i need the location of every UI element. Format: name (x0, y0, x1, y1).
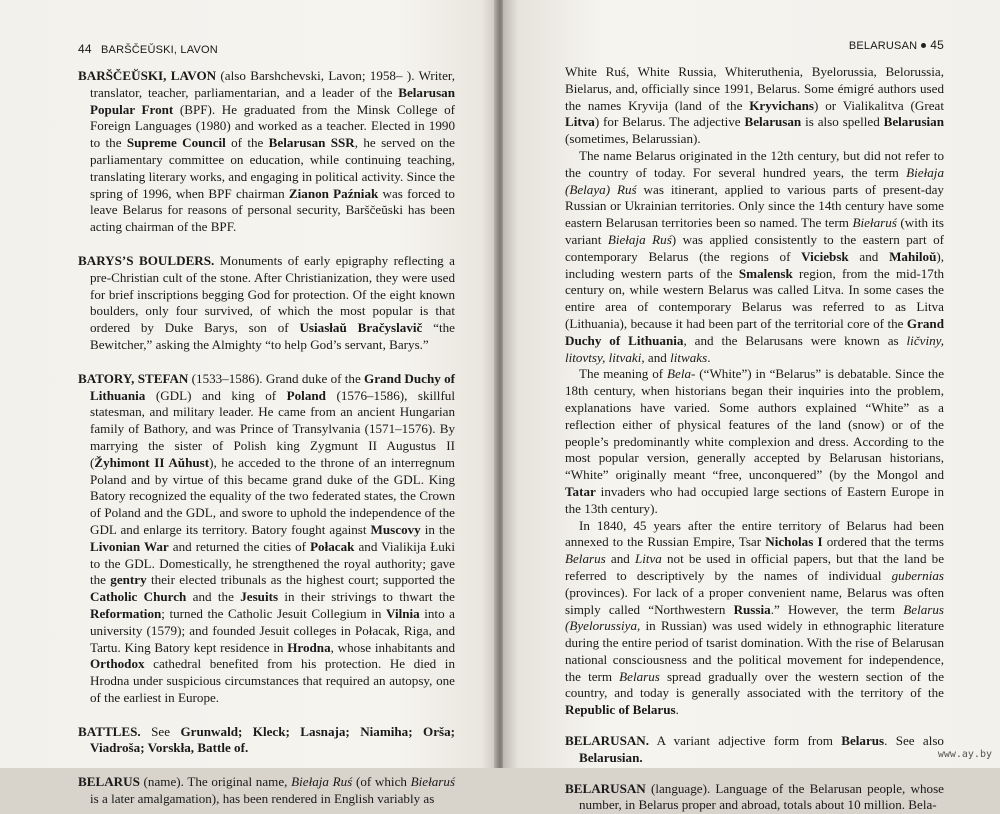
italic-term: litwaks (670, 349, 708, 365)
bold-term: Belarusian (883, 114, 945, 130)
text-run: ) or Vialikalitva (Great (814, 97, 944, 113)
entry-battles (78, 724, 455, 758)
text-run: cathedral benefited from his protection. He died in Hrodna under suspicious circumstances that required an autopsy, one of the earliest in Europe. (90, 656, 455, 705)
bold-term: Mahiloŭ (889, 248, 937, 264)
text-run: (language). Language of the Belarusan people, whose number, in Belarus proper and abroad, totals about 10 million. Bela- (579, 780, 944, 813)
bold-term: BELARUS (78, 774, 140, 790)
text-run: ; turned the Catholic Jesuit Collegium in (161, 605, 386, 621)
paragraph-belarus-1840 (565, 518, 944, 720)
text-run: A variant adjective form from (649, 733, 842, 749)
text-run: The meaning of (579, 366, 668, 382)
text-run: ), he acceded to the throne of an interregnum Poland and by virtue of this became grand duke of the GDL. King Batory recognized the equality of the two federated states, the Crown of Poland and the GDL, and swore to uphold the independence of the GDL and enlarge its territory. Batory fought against (90, 454, 455, 537)
text-run: (with its variant (565, 215, 944, 247)
text-run: and Vialikija Łuki to the GDL. Domestically, he strengthened the royal authority; gave the (90, 538, 455, 588)
text-run: and the (186, 589, 241, 605)
bold-term: Belarus (841, 733, 885, 749)
text-run: spread gradually over the western section of the country, and today is generally associated with the territory of the (565, 668, 945, 701)
text-run: , and the Belarusans were known as (683, 332, 907, 348)
text-run: (BPF). He graduated from the Minsk College of Foreign Languages (1980) and worked as a teacher. Elected in 1990 to the (90, 101, 456, 151)
bold-term: Catholic Church (90, 589, 187, 605)
entry-belarus-name (78, 774, 455, 808)
text-run: ordered that the terms (822, 534, 944, 550)
italic-term: Biełaja Ruś (291, 774, 353, 790)
bold-term: Vilnia (385, 605, 420, 621)
text-run: The name Belarus originated in the 12th century, but did not refer to the country of today. For several hundred years, the term (565, 147, 944, 180)
bold-term: Grand Duchy of Lithuania (90, 370, 455, 403)
italic-term: Biełaruś (410, 774, 455, 790)
text-run: ) for Belarus. The adjective (594, 114, 745, 130)
text-run: (also Barshchevski, Lavon; 1958– ). Writer, translator, teacher, parliamentarian, and a leader of the (90, 68, 455, 100)
text-run: and returned the cities of (168, 538, 311, 554)
italic-term: Biełaja Ruś (607, 231, 672, 247)
text-run: of the (225, 135, 269, 151)
bold-term: Reformation (90, 605, 162, 621)
bold-term: BELARUSAN (565, 780, 646, 796)
text-run: (provinces). For lack of a proper convenient name, Belarus was often simply called “Northwestern (565, 584, 944, 617)
text-run: , in Russian) was used widely in ethnographic literature during the entire period of tsarist domination. With the rise of Belarusan national consciousness and the political movement for independence, the term (565, 618, 944, 684)
bold-term: Belarusan (744, 114, 802, 130)
italic-term: ličviny, litovtsy, litvaki, (565, 332, 944, 365)
text-run: (“White”) in “Belarus” is debatable. Since the 18th century, when historians began their inquiries into the problem, explanations have varied. Some authors explained “White” as a reflection either of physical features of the land (snow) or of the people’s predominantly white complexion and dress. According to the most popular version, generally accepted by Belarusan historians, “White” originally meant “free, unconquered” (by the Mongol and (565, 366, 945, 483)
left-running-head-title: BARŠČEŬSKI, LAVON (101, 44, 218, 56)
text-run: , whose inhabitants and (330, 639, 455, 655)
bold-term: Russia (733, 601, 771, 617)
bold-term: Jesuits (240, 589, 279, 605)
text-run: is also spelled (801, 114, 884, 130)
italic-term: Belarus (565, 551, 606, 567)
right-body (565, 64, 944, 814)
text-run: and (644, 349, 671, 365)
italic-term: Belarus (619, 668, 660, 684)
bold-term: Zianon Paźniak (288, 185, 379, 201)
text-run: and (848, 248, 890, 264)
right-page (503, 0, 1000, 813)
bold-term: Połacak (310, 538, 355, 554)
italic-term: Belarus (Byelorussiya (565, 601, 944, 634)
text-run: is a later amalgamation), has been rendered in English variably as (90, 791, 435, 807)
paragraph-belarus-meaning (565, 366, 944, 517)
text-run: In 1840, 45 years after the entire territory of Belarus had been annexed to the Russian Empire, Tsar (565, 517, 944, 550)
entry-batory-stefan (78, 371, 455, 707)
entry-barys-boulders (78, 253, 455, 354)
text-run: into a university (1579); and founded Jesuit colleges in Połacak, Riga, and Tartu. King Batory kept residence in (90, 605, 455, 655)
text-run: ), including western parts of the (565, 248, 945, 281)
paragraph-belarus-continued (565, 64, 944, 148)
italic-term: Biełaja (Belaya) Ruś (565, 164, 944, 197)
bullet-icon (921, 43, 926, 48)
text-run: (name). The original name, (139, 774, 292, 790)
left-running-head (78, 42, 455, 56)
left-page (0, 0, 497, 807)
italic-term: Litva (634, 551, 662, 567)
watermark: www.ay.by (937, 749, 992, 760)
entry-belarusan-adjective (565, 733, 944, 767)
text-run: in the (420, 521, 455, 537)
text-run: region, from the mid-17th century on, while western Belarus was called Litva. In some cases the entire area of contemporary Belarus was referred to as Litva (Lithuania), because it had been part of the territorial core of the (565, 265, 945, 331)
bold-term: Supreme Council (126, 135, 226, 151)
bold-term: Nicholas I (765, 534, 823, 550)
text-run: not be used in official papers, but that the land be referred to descriptively by the names of individual (565, 551, 945, 583)
italic-term: Bela- (667, 366, 696, 382)
text-run: , he served on the parliamentary committee on education, while continuing teaching, translating literary works, and engaging in political activity. Since the spring of 1996, when BPF chairman (90, 135, 455, 201)
text-run: See (140, 723, 181, 739)
italic-term: gubernias (891, 567, 944, 583)
bold-term: Belarusan Popular Front (90, 84, 455, 117)
text-run: . See also (884, 733, 944, 749)
text-run: was itinerant, applied to various parts of present-day Russian or Ukrainian territories. Only since the 14th century have some eastern Belarusan territories been so named. The term (565, 181, 944, 231)
bold-term: Muscovy (370, 521, 421, 537)
text-run: . (675, 702, 679, 718)
text-run: and (605, 551, 635, 567)
bold-term: Usiasłaŭ Bračyslavič (299, 320, 423, 336)
bold-term: Žyhimont II Aŭhust (94, 454, 210, 470)
bold-term: BATTLES. (78, 723, 141, 739)
text-run: (of which (352, 774, 411, 790)
bold-term: Litva (565, 114, 595, 130)
text-run: (1533–1586). Grand duke of the (188, 370, 365, 386)
text-run: .” However, the term (770, 601, 904, 617)
bold-term: Livonian War (90, 538, 169, 554)
text-run: (1576–1586), skillful statesman, and military leader. He came from an ancient Hungarian family of Bathory, and was Prince of Transylvania (1571–1576). By marrying the sister of Polish king Zygmunt II Augustus II ( (90, 387, 455, 470)
text-run: invaders who had occupied large sections of Eastern Europe in the 13th century). (565, 483, 944, 516)
text-run: . (707, 349, 711, 365)
bold-term: gentry (110, 572, 147, 588)
right-page-number: 45 (930, 38, 944, 52)
entry-barsceuski (78, 68, 455, 236)
paragraph-belarus-origin (565, 148, 944, 366)
text-run: “the Bewitcher,” asking the Almighty “to help God’s servant, Barys.” (90, 320, 455, 352)
left-entries (78, 68, 455, 808)
text-run: ) was applied consistently to the eastern part of contemporary Belarus (the regions of (565, 231, 944, 264)
bold-term: Grunwald; Kleck; Lasnaja; Niamiha; Orša; Viadroša; Vorskła, Battle of. (90, 723, 456, 756)
text-run: in their strivings to thwart the (278, 589, 455, 605)
bold-term: Orthodox (90, 656, 145, 672)
bold-term: Kryvichans (749, 97, 814, 113)
italic-term: Biełaruś (852, 215, 897, 231)
bold-term: Hrodna (287, 639, 331, 655)
bold-term: Belarusian. (579, 749, 643, 765)
text-run: (GDL) and king of (145, 387, 287, 403)
bold-term: Poland (286, 387, 326, 403)
bold-term: Tatar (565, 483, 596, 499)
bold-term: BARŠČEŬSKI, LAVON (78, 68, 217, 83)
right-running-head (565, 38, 944, 52)
bold-term: Viciebsk (801, 248, 849, 264)
bold-term: Grand Duchy of Lithuania (565, 315, 944, 348)
text-run: their elected tribunals as the highest court; supported the (146, 572, 455, 588)
right-running-head-title: BELARUSAN (848, 40, 918, 52)
text-run: was forced to leave Belarus for reasons of personal security, Barščeŭski has been acting chairman of the BPF. (90, 185, 455, 235)
bold-term: BARYS’S BOULDERS. (78, 252, 215, 268)
left-page-number: 44 (78, 42, 92, 56)
entry-belarusan-language (565, 781, 944, 814)
bold-term: Republic of Belarus (565, 702, 676, 718)
text-run: Monuments of early epigraphy reflecting a pre-Christian cult of the stone. After Christianization, they were used for brief inscriptions begging God for protection. Of the eight known boulders, only four survived, of which the most popular is that ordered by Duke Barys, son of (90, 252, 455, 336)
bold-term: Smalensk (738, 265, 793, 281)
text-run: (sometimes, Belarussian). (565, 131, 701, 147)
text-run: White Ruś, White Russia, Whiteruthenia, Byelorussia, Belorussia, Bielarus, and, officially since 1991, Belarus. Some émigré authors used the names Kryvija (land of the (565, 64, 944, 113)
bold-term: BELARUSAN. (565, 733, 650, 749)
bold-term: BATORY, STEFAN (78, 370, 189, 386)
bold-term: Belarusan SSR (268, 135, 355, 151)
